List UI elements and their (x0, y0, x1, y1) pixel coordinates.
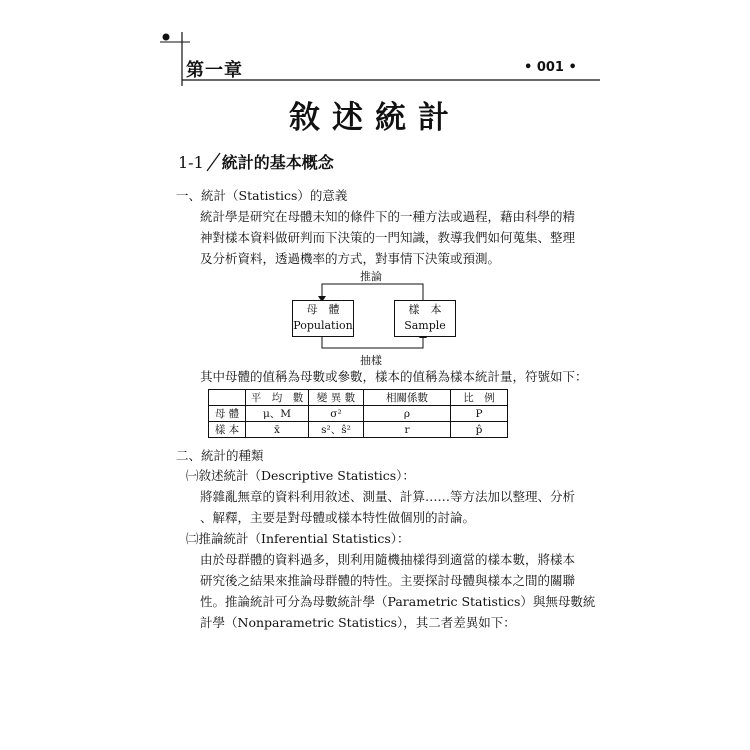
population-box (292, 300, 354, 337)
sample-zh: 樣 本 (408, 303, 442, 316)
table-cell: p̂ (451, 422, 508, 438)
table-cell: s²、ŝ² (309, 422, 364, 438)
table-header-row (209, 390, 508, 406)
table-header: 平 均 數 (246, 390, 309, 406)
page-title: 敘述統計 (289, 100, 461, 136)
symbol-table (208, 389, 508, 438)
section-number: 1-1 (178, 153, 204, 172)
table-cell: 樣 本 (209, 422, 246, 438)
sub2-line: 性。推論統計可分為母數統計學（Parametric Statistics）與無母數統 (200, 594, 596, 609)
sample-en: Sample (404, 319, 446, 332)
section-name: 統計的基本概念 (221, 153, 334, 172)
part2-heading: 二、統計的種類 (176, 448, 264, 463)
sub2-line: 研究後之結果來推論母群體的特性。主要探討母體與樣本之間的關聯 (200, 573, 576, 588)
population-zh: 母 體 (306, 303, 340, 316)
table-header: 比 例 (451, 390, 508, 406)
chapter-label: 第一章 (186, 60, 243, 81)
table-cell: ρ (364, 406, 451, 422)
part1-line: 神對樣本資料做研判而下決策的一門知識，教導我們如何蒐集、整理 (200, 230, 576, 245)
sub1-line: 、解釋，主要是對母體或樣本特性做個別的討論。 (200, 510, 476, 525)
part1-heading: 一、統計（Statistics）的意義 (176, 188, 348, 203)
table-header (209, 390, 246, 406)
symbol-intro: 其中母體的值稱為母數或參數，樣本的值稱為樣本統計量，符號如下： (200, 369, 588, 384)
slash-divider (204, 152, 222, 172)
population-en: Population (293, 319, 353, 332)
table-cell: σ² (309, 406, 364, 422)
sub2-heading: ㈡推論統計（Inferential Statistics）： (186, 531, 410, 546)
table-header: 相關係數 (364, 390, 451, 406)
table-cell: r (364, 422, 451, 438)
table-cell: μ、M (246, 406, 309, 422)
infer-label: 推論 (360, 270, 382, 283)
sub2-line: 計學（Nonparametric Statistics），其二者差異如下： (200, 615, 516, 630)
part1-line: 統計學是研究在母體未知的條件下的一種方法或過程，藉由科學的精 (200, 209, 576, 224)
table-row (209, 406, 508, 422)
sub2-line: 由於母群體的資料過多，則利用隨機抽樣得到適當的樣本數，將樣本 (200, 552, 576, 567)
section-heading (178, 150, 334, 173)
page-number: • 001 • (524, 60, 577, 75)
sub1-line: 將雜亂無章的資料利用敘述、測量、計算……等方法加以整理、分析 (200, 489, 576, 504)
table-cell: x̄ (246, 422, 309, 438)
table-cell: P (451, 406, 508, 422)
table-row (209, 422, 508, 438)
part1-line: 及分析資料，透過機率的方式，對事情下決策或預測。 (200, 251, 501, 266)
table-cell: 母 體 (209, 406, 246, 422)
sample-label: 抽樣 (360, 354, 382, 367)
table-header: 變 異 數 (309, 390, 364, 406)
sub1-heading: ㈠敘述統計（Descriptive Statistics）： (186, 468, 415, 483)
sample-box (394, 300, 456, 337)
